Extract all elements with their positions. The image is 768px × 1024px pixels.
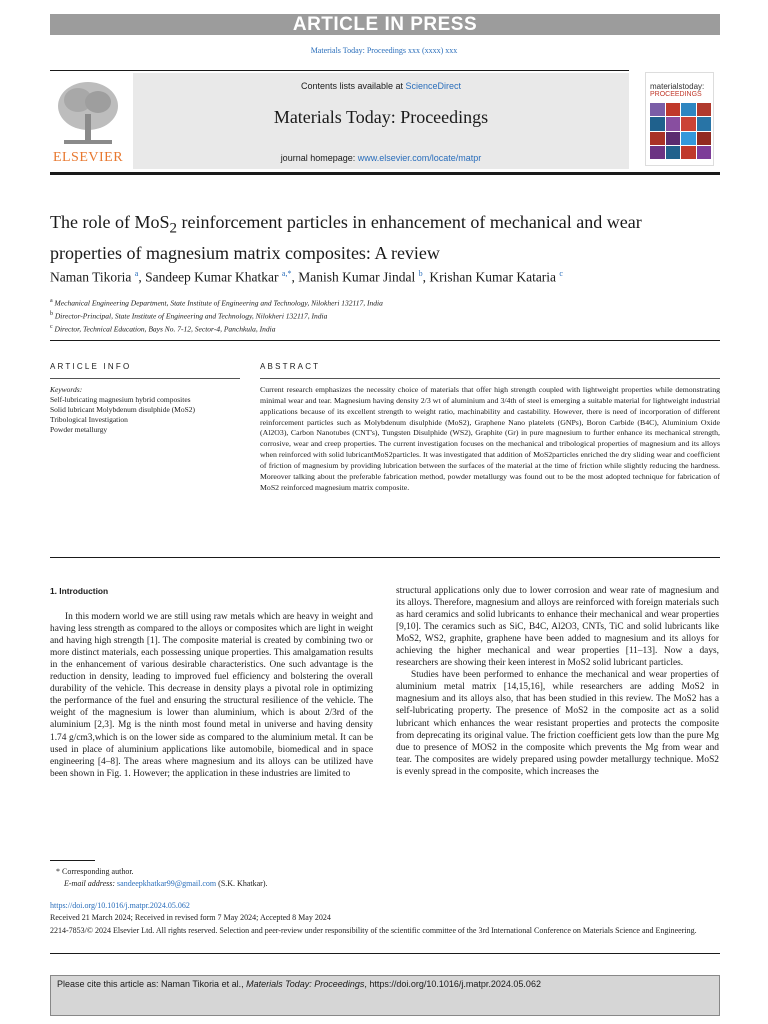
- author-aff-mark[interactable]: a,*: [281, 269, 292, 278]
- author-list: Naman Tikoria $^a$, Sandeep Kumar Khatkar $^{a,*}$, Manish Kumar Jindal $^b$, Krishan Kumar Kataria $^c$: [50, 269, 563, 285]
- contents-line: [133, 81, 629, 91]
- affiliation-item: [50, 296, 383, 309]
- corresponding-author-note: * Corresponding author.: [56, 867, 134, 876]
- keyword-item: Solid lubricant Molybdenum disulphide (MoS2): [50, 405, 195, 414]
- abstract-bottom-rule: [50, 557, 720, 558]
- footnote-rule: [50, 860, 95, 861]
- body-paragraph: structural applications only due to lower corrosion and wear rate of magnesium and its alloys. Therefore, magnesium and alloys are reinforced with foreign materials such as hard ceramics and solid lubricants to enhance their mechanical and wear properties [9,10]. The ceramics such as SiC, B4C, Al2O3, CNTs, TiC and solid lubricants like MoS2, WS2, graphite, graphene have been added to magnesium and its alloys for achieving the higher mechanical and wear properties [11–13]. Now a days, researchers are showing their keen interest in MoS2 solid lubricant particles.: [396, 586, 719, 669]
- citation-journal: Materials Today: Proceedings: [246, 979, 365, 989]
- info-top-rule: [50, 340, 720, 341]
- header-thick-rule: [50, 172, 720, 175]
- email-label: E-mail address:: [64, 879, 118, 888]
- cover-subtitle: PROCEEDINGS: [650, 91, 702, 98]
- homepage-line: [133, 153, 629, 163]
- running-head[interactable]: Materials Today: Proceedings xxx (xxxx) xxx: [310, 46, 458, 55]
- copyright-statement: 2214-7853/© 2024 Elsevier Ltd. All rights reserved. Selection and peer-review under responsibility of the scientific committee of the 3rd International Conference on Materials Science and Engineering.: [50, 926, 697, 935]
- keyword-item: Tribological Investigation: [50, 415, 128, 424]
- author-name[interactable]: Naman Tikoria: [50, 269, 132, 285]
- affiliation-text: Mechanical Engineering Department, State Institute of Engineering and Technology, Nilokheri 132117, India: [54, 298, 383, 308]
- citation-doi[interactable]: , https://doi.org/10.1016/j.matpr.2024.05.062: [364, 979, 541, 989]
- elsevier-wordmark: ELSEVIER: [52, 150, 124, 165]
- body-column-left: [50, 585, 373, 780]
- affiliation-mark: a: [50, 298, 53, 304]
- header-top-rule: [50, 70, 629, 71]
- author-aff-mark[interactable]: b: [418, 269, 423, 278]
- body-paragraph: In this modern world we are still using raw metals which are heavy in weight and having less strength as compared to the alloys or composites which are light in weight and having high strength [1]. The composite material is created by combining two or more distinct materials, each possessing unique properties. This amalgamation results in the enhancement of various desirable characteristics. One such advantage is the reduction in density, leading to improved fuel efficiency and bolstering the overall durability of the vehicle. This decrease in density plays a pivotal role in optimizing the performance of the fuel and ensuring the structural resilience of the vehicle. The weight of the magnesium is lower than aluminium, which is about 2/3rd of the aluminium [2,3]. Mg is the ninth most found metal in universe and having density 1.74 g/cm3,which is on the lower side as compared to the aluminium metal. It can be used in place of aluminium applications like automobile, biomedical and in space engineering [4–8]. The areas where magnesium and its alloys can be utilized have been shown in Fig. 1. However; the application in these industries are limited to: [50, 612, 373, 779]
- received-dates: Received 21 March 2024; Received in revised form 7 May 2024; Accepted 8 May 2024: [50, 913, 331, 922]
- abstract-heading: ABSTRACT: [260, 362, 321, 371]
- affiliation-item: [50, 309, 383, 322]
- article-in-press-banner: ARTICLE IN PRESS: [50, 14, 720, 35]
- keyword-item: Self-lubricating magnesium hybrid composites: [50, 395, 191, 404]
- email-link[interactable]: sandeepkhatkar99@gmail.com: [117, 879, 217, 888]
- author-name[interactable]: Sandeep Kumar Khatkar: [145, 269, 279, 285]
- abstract-sub-rule: [260, 378, 720, 379]
- info-sub-rule: [50, 378, 240, 379]
- homepage-prefix: journal homepage:: [280, 153, 358, 163]
- keywords-block: [50, 385, 240, 435]
- cover-image-grid: [650, 103, 711, 159]
- contents-prefix: Contents lists available at: [300, 81, 406, 91]
- affiliation-text: Director-Principal, State Institute of Engineering and Technology, Nilokheri 132117, India: [54, 311, 328, 321]
- sciencedirect-link[interactable]: ScienceDirect: [405, 81, 462, 91]
- article-info-heading: ARTICLE INFO: [50, 362, 132, 371]
- title-subscript: 2: [169, 220, 177, 237]
- journal-masthead: [133, 73, 629, 169]
- title-text-1: The role of MoS: [50, 212, 170, 232]
- keyword-item: Powder metallurgy: [50, 425, 108, 434]
- email-suffix: (S.K. Khatkar).: [216, 879, 268, 888]
- affiliations: [50, 296, 383, 335]
- author-name[interactable]: Krishan Kumar Kataria: [429, 269, 557, 285]
- email-note: [64, 878, 267, 889]
- author-name[interactable]: Manish Kumar Jindal: [298, 269, 416, 285]
- author-aff-mark[interactable]: c: [559, 269, 563, 278]
- cover-title: materialstoday:: [650, 82, 705, 91]
- homepage-link[interactable]: www.elsevier.com/locate/matpr: [357, 153, 482, 163]
- abstract-text: Current research emphasizes the necessity choice of materials that offer high strength coupled with lightweight properties while demonstrating minimal wear and tear. Magnesium having density 2/3 wt of aluminium and 3/4th of steel is emerging a suitable material for lightweight industrial applications because of its excellent strength to weight ratio, machinability and castability. However, there is need of incorporation of different reinforcement particles such as Molybdenum disulphide (MoS2), Graphene Nano platelets (GNPs), Boron Carbide (B4C), Aluminium Oxide (Al2O3), Carbon Nanotubes (CNT's), Tungsten Disulphide (WS2), Graphite (Gr) in pure magnesium to further enhance its mechanical strength, corrosive, wear and creep properties. The current investigation focuses on the mechanical and tribological properties of magnesium and its alloys when reinforced with solid lubricantMoS2particles. It was investigated that addition of MoS2particles enriched the dry sliding wear and coefficient of friction of magnesium by providing lubrication between the surfaces of the material at the time of friction while slightly reducing the hardness. Moreover talking about the preferable fabrication method, powder metallurgy was found out to be the most adopted technique for fabrication of MoS2 reinforced magnesium matrix composite.: [260, 385, 720, 492]
- journal-cover-thumbnail: [645, 72, 714, 166]
- affiliation-text: Director, Technical Education, Bays No. 7-12, Sector-4, Panchkula, India: [54, 324, 276, 334]
- article-title: [50, 210, 650, 265]
- affiliation-mark: b: [50, 311, 53, 317]
- footer-rule: [50, 953, 720, 954]
- body-column-right: [396, 585, 719, 778]
- affiliation-item: [50, 322, 383, 335]
- keywords-label: Keywords:: [50, 385, 83, 394]
- journal-name: Materials Today: Proceedings: [273, 107, 489, 127]
- body-paragraph: Studies have been performed to enhance the mechanical and wear properties of aluminium metal matrix [14,15,16], while researchers are adding MoS2 in magnesium and its alloys also, that has been studied in this review. The MoS2 has a self-lubricating property. The presence of MoS2 in the composite act as a solid lubricant which enhances the wear resistant properties and protects the composite from deprecating its original value. The friction coefficient gets low than the pure Mg due to presence of MOS2 in the composite which prevents the Mg from wear and tear. The composites are widely prepared using powder metallurgy technique. MoS2 is evenly spread in the composite, which increases the: [396, 670, 719, 777]
- affiliation-mark: c: [50, 324, 53, 330]
- author-aff-mark[interactable]: a: [134, 269, 139, 278]
- citation-box: [50, 975, 720, 1016]
- citation-prefix: Please cite this article as: Naman Tikoria et al.,: [57, 979, 247, 989]
- title-text-2: reinforcement particles in enhancement of mechanical and wear properties of magnesium matrix composites: A review: [50, 212, 642, 263]
- corresponding-author-text: Corresponding author.: [62, 867, 134, 876]
- doi-link[interactable]: https://doi.org/10.1016/j.matpr.2024.05.062: [50, 901, 190, 910]
- section-heading: 1. Introduction: [50, 586, 109, 596]
